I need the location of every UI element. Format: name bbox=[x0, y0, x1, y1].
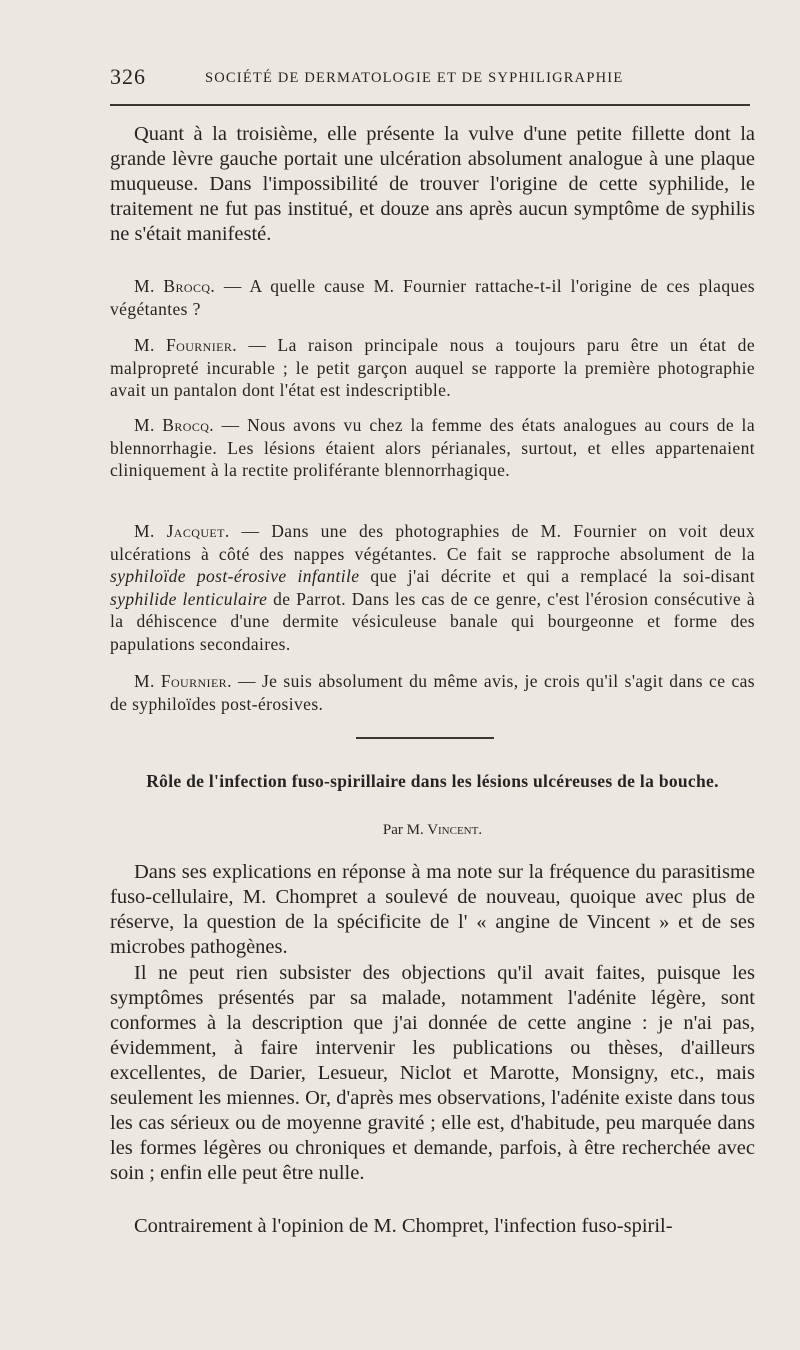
dash: — bbox=[223, 276, 242, 296]
speaker-name: M. Fournier. bbox=[134, 335, 238, 355]
paragraph-opening: Quant à la troisième, elle présente la vulve d'une petite fillette dont la grande lèvre gauche portait une ulcération absolument analogue à une plaque muqueuse. Dans l'impossibilité de trouver l'origine de cette syphilide, le traitement ne fut pas institué, et douze ans après aucun symptôme de syphilis ne s'était manifesté. bbox=[110, 123, 755, 245]
discussion-jacquet bbox=[110, 520, 755, 655]
remark-text: Je suis absolument du même avis, je crois qu'il s'agit dans ce cas de syphiloïdes post-érosives. bbox=[110, 671, 756, 714]
page-number: 326 bbox=[110, 64, 146, 89]
paragraph-continuation: Contrairement à l'opinion de M. Chompret, l'infection fuso-spiril- bbox=[134, 1215, 673, 1237]
remark-text: de Parrot. Dans les cas de ce genre, c'est l'érosion consécutive à la déhiscence d'une dermite vésiculeuse banale qui bourgeonne et forme des papulations secondaires. bbox=[110, 588, 755, 654]
remark-text: Nous avons vu chez la femme des états analogues au cours de la blennorrhagie. Les lésions étaient alors périanales, surtout, et elles appartenaient cliniquement à la rectite proliférante blennorrhagique. bbox=[110, 415, 755, 480]
discussion-fournier-1 bbox=[110, 334, 755, 402]
emphasis-term: syphiloïde post-érosive infantile bbox=[110, 566, 360, 586]
dash: — bbox=[221, 415, 240, 435]
remark-text: que j'ai décrite et qui a remplacé la soi-disant bbox=[370, 566, 755, 586]
paragraph-objections: Il ne peut rien subsister des objections qu'il avait faites, puisque les symptômes présentés par sa malade, notamment l'adénite légère, sont conformes à la description que j'ai donnée de cette angine : je n'ai pas, évidemment, à faire intervenir les publications ou thèses, d'ailleurs excellentes, de Darier, Lesueur, Niclot et Marotte, Monsigny, etc., mais seulement les miennes. Or, d'après mes observations, l'adénite existe dans tous les cas sérieux ou de moyenne gravité ; elle est, d'habitude, peu marquée dans les formes légères ou chroniques et demande, parfois, à être recherchée avec soin ; enfin elle peut être nulle. bbox=[110, 962, 755, 1184]
discussion-fournier-2 bbox=[110, 670, 755, 715]
discussion-brocq-2 bbox=[110, 414, 755, 482]
speaker-name: M. Jacquet. bbox=[134, 521, 230, 541]
section-divider bbox=[356, 737, 494, 739]
speaker-name: M. Fournier. bbox=[134, 671, 232, 691]
dash: — bbox=[248, 335, 267, 355]
speaker-name: M. Brocq. bbox=[134, 276, 216, 296]
header-rule bbox=[110, 104, 750, 106]
article-title: Rôle de l'infection fuso-spirillaire dans les lésions ulcéreuses de la bouche. bbox=[146, 771, 719, 791]
author-name: M. Vincent. bbox=[406, 822, 483, 838]
emphasis-term: syphilide lenticulaire bbox=[110, 588, 268, 609]
page-header bbox=[110, 64, 755, 94]
dash: — bbox=[241, 521, 260, 541]
running-title: SOCIÉTÉ DE DERMATOLOGIE ET DE SYPHILIGRAPHIE bbox=[205, 70, 624, 86]
byline-prefix: Par bbox=[382, 822, 403, 838]
dash: — bbox=[237, 671, 256, 691]
paragraph-response: Dans ses explications en réponse à ma note sur la fréquence du parasitisme fuso-cellulaire, M. Chompret a soulevé de nouveau, quoique avec plus de réserve, la question de la spécificite de l' « angine de Vincent » et de ses microbes pathogènes. bbox=[110, 861, 755, 958]
remark-text: La raison principale nous a toujours paru être un état de malpropreté incurable ; le petit garçon auquel se rapporte la première photographie avait un pantalon dont l'état est indescriptible. bbox=[110, 335, 755, 400]
remark-text: Dans une des photographies de M. Fournier on voit deux ulcérations à côté des nappes végétantes. Ce fait se rapproche absolument de la bbox=[110, 521, 755, 564]
discussion-brocq-1 bbox=[110, 275, 755, 320]
article-byline bbox=[110, 822, 755, 839]
remark-text: A quelle cause M. Fournier rattache-t-il l'origine de ces plaques végétantes ? bbox=[110, 276, 756, 319]
speaker-name: M. Brocq. bbox=[134, 415, 215, 435]
